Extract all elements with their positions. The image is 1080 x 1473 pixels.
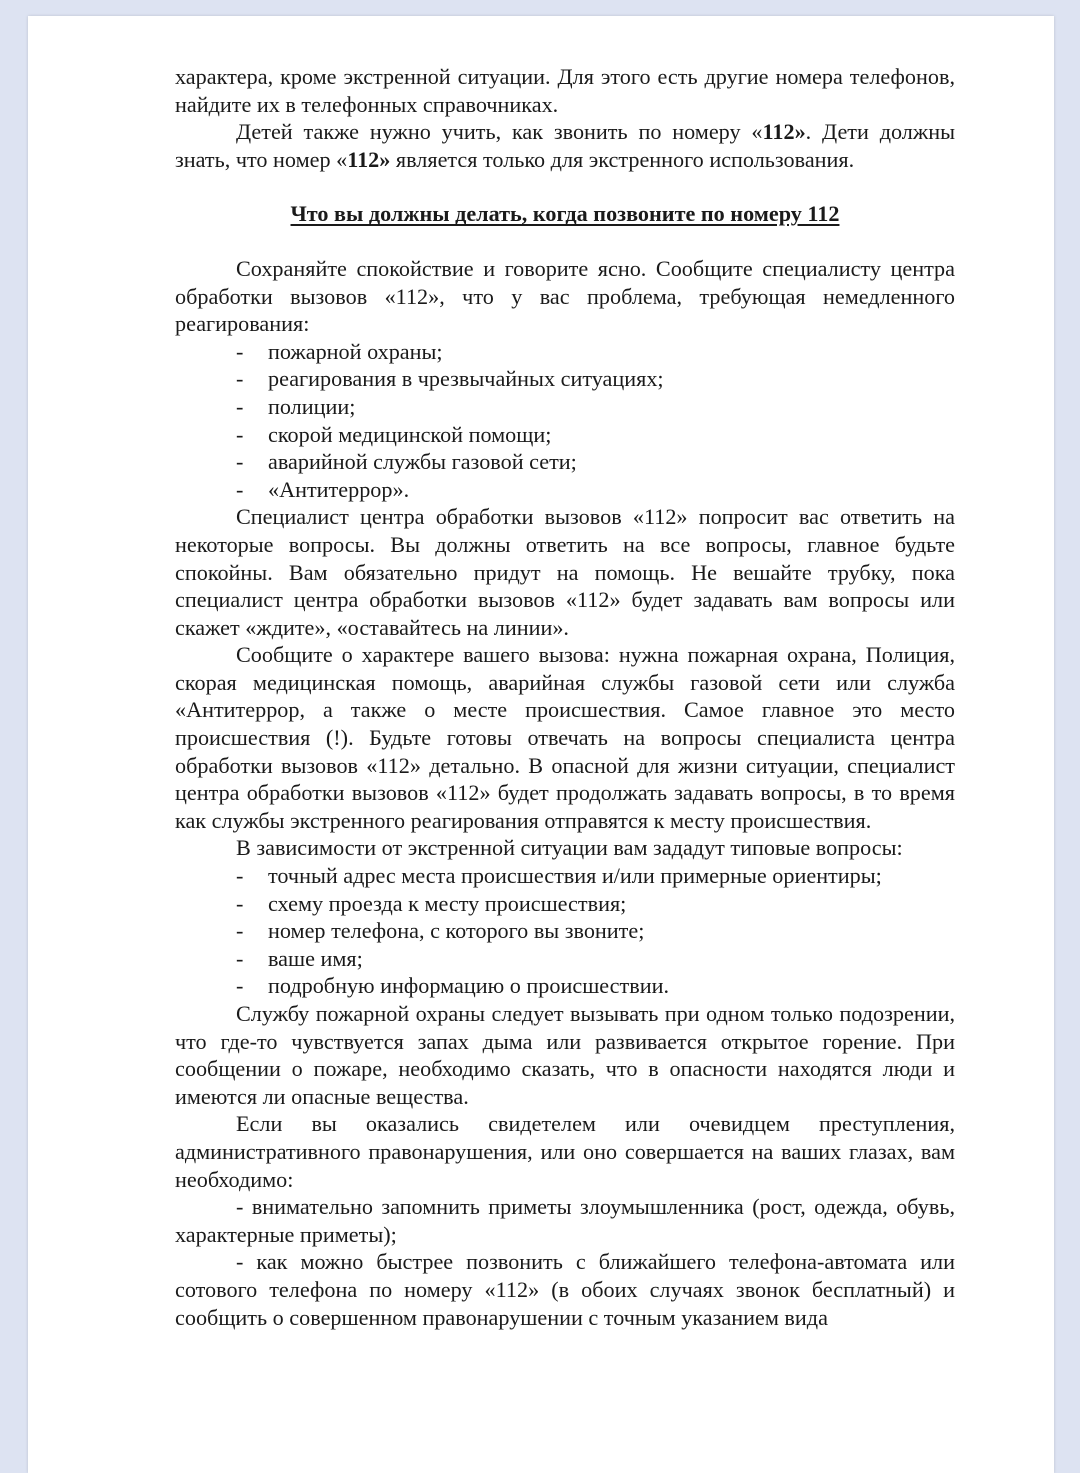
list-item-text: номер телефона, с которого вы звоните; [268,918,645,944]
list-item-text: подробную информацию о происшествии. [268,973,669,999]
section-paragraph-8: - как можно быстрее позвонить с ближайшего телефона-автомата или сотового телефона по номеру «112» (в обоих случаях звонок бесплатный) и сообщить о совершенном правонарушении с точным указанием вида [175,1249,955,1330]
dash-marker: - [236,393,244,419]
section-heading: Что вы должны делать, когда позвоните по номеру 112 [290,201,840,227]
dash-marker: - [236,449,244,475]
dash-marker: - [236,476,244,502]
dash-marker: - [236,338,244,364]
services-list [175,338,955,504]
section-paragraph-1: Сохраняйте спокойствие и говорите ясно. Сообщите специалисту центра обработки вызовов «112», что у вас проблема, требующая немедленного реагирования: [175,255,955,337]
list-item [175,365,955,393]
intro-p2-text-a: Детей также нужно учить, как звонить по номеру « [236,119,763,145]
intro-paragraph-2 [175,118,955,173]
dash-marker: - [236,973,244,999]
questions-list [175,862,955,1000]
dash-marker: - [236,918,244,944]
list-item-text: точный адрес места происшествия и/или примерные ориентиры; [268,863,882,889]
intro-p2-bold-1: 112» [762,119,806,145]
section-paragraph-3: Сообщите о характере вашего вызова: нужна пожарная охрана, Полиция, скорая медицинская помощь, аварийная службы газовой сети или служба «Антитеррор, а также о месте происшествия. Самое главное это место происшествия (!). Будьте готовы отвечать на вопросы специалиста центра обработки вызовов «112» детально. В опасной для жизни ситуации, специалист центра обработки вызовов «112» будет продолжать задавать вопросы, в то время как службы экстренного реагирования отправятся к месту происшествия. [175,642,955,833]
list-item-text: пожарной охраны; [268,338,443,364]
list-item [175,890,955,918]
list-item [175,393,955,421]
intro-paragraph-1: характера, кроме экстренной ситуации. Для этого есть другие номера телефонов, найдите их в телефонных справочниках. [175,64,955,117]
section-paragraph-4: В зависимости от экстренной ситуации вам зададут типовые вопросы: [236,835,903,861]
section-paragraph-7: - внимательно запомнить приметы злоумышленника (рост, одежда, обувь, характерные приметы); [175,1194,955,1247]
dash-marker: - [236,945,244,971]
list-item [175,862,955,890]
document-page [28,16,1054,1473]
list-item [175,476,955,504]
intro-p2-text-d: является только для экстренного использования. [390,146,855,172]
document-content [175,63,955,1331]
list-item [175,945,955,973]
list-item [175,338,955,366]
section-paragraph-5: Службу пожарной охраны следует вызывать при одном только подозрении, что где-то чувствуется запах дыма или развивается открытое горение. При сообщении о пожаре, необходимо сказать, что в опасности находятся люди и имеются ли опасные вещества. [175,1001,955,1109]
intro-p2-bold-2: 112» [347,146,391,172]
dash-marker: - [236,863,244,889]
list-item [175,421,955,449]
dash-marker: - [236,890,244,916]
list-item-text: реагирования в чрезвычайных ситуациях; [268,366,664,392]
list-item-text: ваше имя; [268,945,363,971]
dash-marker: - [236,366,244,392]
section-paragraph-2: Специалист центра обработки вызовов «112» попросит вас ответить на некоторые вопросы. Вы должны ответить на все вопросы, главное будьте спокойны. Вам обязательно придут на помощь. Не вешайте трубку, пока специалист центра обработки вызовов «112» будет задавать вам вопросы или скажет «ждите», «оставайтесь на линии». [175,504,955,640]
list-item-text: полиции; [268,393,356,419]
list-item [175,972,955,1000]
intro-p2-text-c: . Дети должны знать, что номер « [175,119,955,172]
dash-marker: - [236,421,244,447]
list-item-text: «Антитеррор». [268,476,410,502]
section-paragraph-6: Если вы оказались свидетелем или очевидцем преступления, административного правонарушения, или оно совершается на ваших глазах, вам необходимо: [175,1111,955,1192]
list-item-text: аварийной службы газовой сети; [268,449,577,475]
list-item [175,448,955,476]
list-item-text: скорой медицинской помощи; [268,421,552,447]
list-item [175,917,955,945]
list-item-text: схему проезда к месту происшествия; [268,890,627,916]
